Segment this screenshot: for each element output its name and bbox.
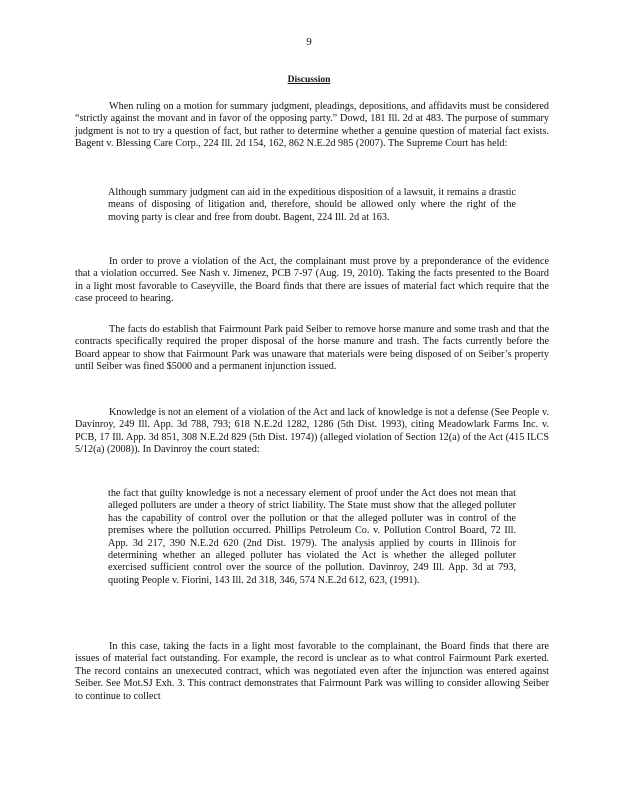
paragraph-knowledge: Knowledge is not an element of a violation of the Act and lack of knowledge is not a defense (See People v. Davinroy, 249 Ill. App. 3d 788, 793; 618 N.E.2d 1282, 1286 (5th Dist. 1993), citing Meadowlark Farms Inc. v. PCB, 17 Ill. App. 3d 851, 308 N.E.2d 829 (5th Dist. 1974)) (alleged violation of Section 12(a) of the Act (415 ILCS 5/12(a) (2008)). In Davinroy the court stated: <box>75 407 549 456</box>
paragraph-this-case: In this case, taking the facts in a light most favorable to the complainant, the Board finds that there are issues of material fact outstanding. For example, the record is unclear as to what control Fairmount Park exerted. The record contains an unexecuted contract, which was negotiated even after the injunction was entered against Seiber. See Mot.SJ Exh. 3. This contract demonstrates that Fairmount Park was willing to consider allowing Seiber to continue to collect <box>75 641 549 702</box>
page-number: 9 <box>306 36 312 48</box>
paragraph-summary-judgment: When ruling on a motion for summary judgment, pleadings, depositions, and affidavits must be considered “strictly against the movant and in favor of the opposing party.” Dowd, 181 Ill. 2d at 483. The purpose of summary judgment is not to try a question of fact, but rather to determine whether a genuine question of material fact exists. Bagent v. Blessing Care Corp., 224 Ill. 2d 154, 162, 862 N.E.2d 985 (2007). The Supreme Court has held: <box>75 101 549 150</box>
section-heading <box>0 75 618 85</box>
block-quote-bagent: Although summary judgment can aid in the expeditious disposition of a lawsuit, it remains a drastic means of disposing of litigation and, therefore, should be allowed only where the right of the moving party is clear and free from doubt. Bagent, 224 Ill. 2d at 163. <box>108 187 516 223</box>
heading-text: Discussion <box>287 75 331 85</box>
paragraph-burden-of-proof: In order to prove a violation of the Act, the complainant must prove by a preponderance of the evidence that a violation occurred. See Nash v. Jimenez, PCB 7-97 (Aug. 19, 2010). Taking the facts presented to the Board in a light most favorable to Caseyville, the Board finds that there are issues of material fact which require that the case proceed to hearing. <box>75 256 549 305</box>
block-quote-davinroy: the fact that guilty knowledge is not a necessary element of proof under the Act does not mean that alleged polluters are under a theory of strict liability. The State must show that the alleged polluter has the capability of control over the pollution or that the alleged polluter was in control of the premises where the pollution occurred. Phillips Petroleum Co. v. Pollution Control Board, 72 Ill. App. 3d 217, 390 N.E.2d 620 (2nd Dist. 1979). The analysis applied by courts in Illinois for determining whether an alleged polluter has violated the Act is whether the alleged polluter exercised sufficient control over the source of the pollution. Davinroy, 249 Ill. App. 3d at 793, quoting People v. Fiorini, 143 Ill. 2d 318, 346, 574 N.E.2d 612, 623, (1991). <box>108 488 516 586</box>
paragraph-facts: The facts do establish that Fairmount Park paid Seiber to remove horse manure and some trash and that the contracts specifically required the proper disposal of the horse manure and trash. The facts currently before the Board appear to show that Fairmount Park was unaware that materials were being disposed of on Seiber’s property until Seiber was fined $5000 and a permanent injunction issued. <box>75 324 549 373</box>
